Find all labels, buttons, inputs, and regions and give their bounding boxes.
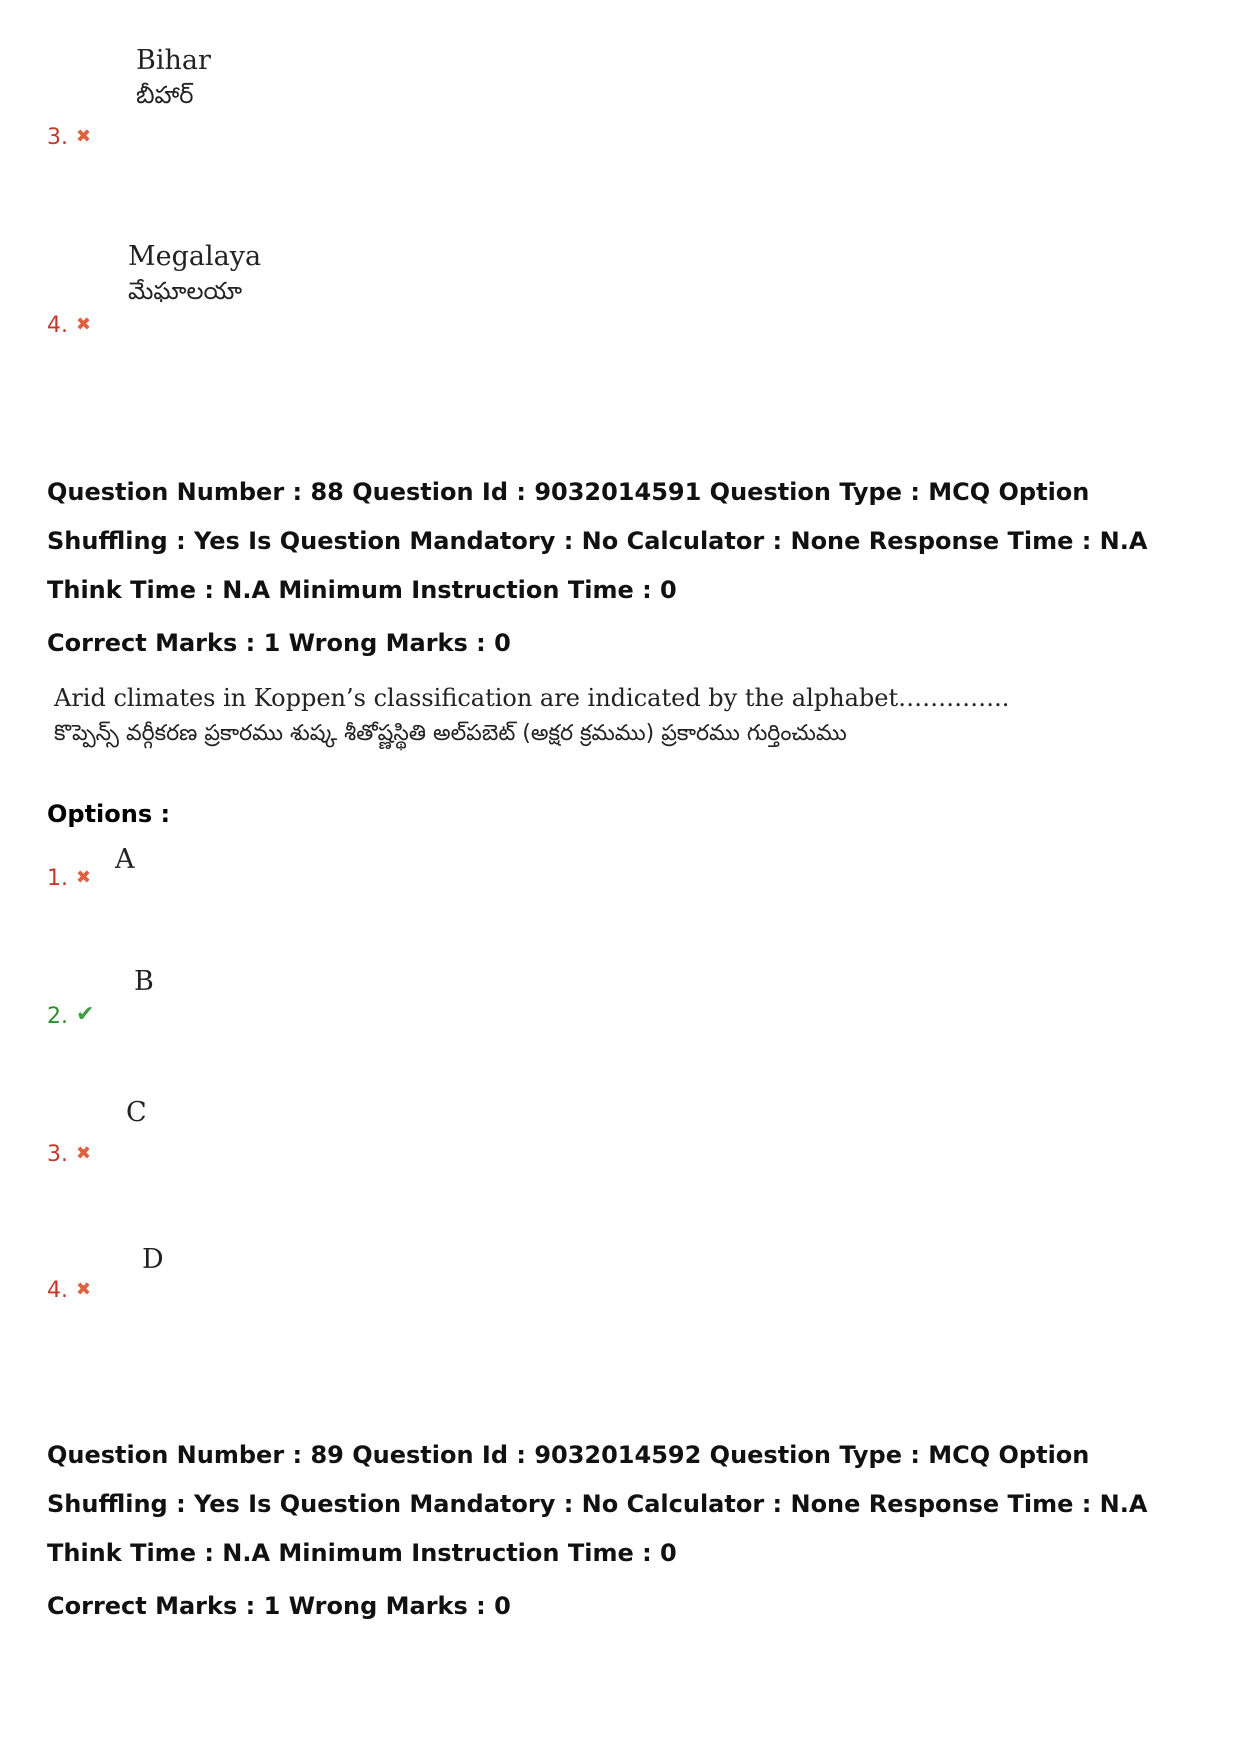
q88-option-1: [47, 865, 91, 892]
option-3-telugu: బీహార్: [136, 81, 194, 109]
q88-option-3: [47, 1141, 91, 1168]
option-3-image-q88: C: [126, 1097, 147, 1128]
option-1-image: A: [115, 844, 135, 875]
q88-option-2: [47, 1002, 94, 1030]
question-88-text-english: Arid climates in Koppen’s classification are indicated by the alphabet…………..: [54, 684, 1010, 712]
cross-mark-icon: ✖: [76, 126, 92, 147]
question-89-meta: Question Number : 89 Question Id : 9032014592 Question Type : MCQ Option Shuffling : Yes Is Question Mandatory : No Calculator : None Response Time : N.A Think Time : N.A Minimum Instruction Time : 0: [47, 1441, 1148, 1567]
cross-mark-icon: ✖: [76, 1143, 92, 1164]
option-3-english: Bihar: [136, 45, 211, 76]
question-88-text-telugu: కొప్పెన్స్ వర్గీకరణ ప్రకారము శుష్క శీతోష్ణస్థితి అల్‌పబెట్ (అక్షర క్రమము) ప్రకారము గుర్తించుము: [54, 721, 847, 746]
check-mark-icon: ✔: [76, 1002, 95, 1027]
options-label: Options :: [47, 800, 171, 828]
prev-option-4: [47, 312, 91, 339]
option-number: 4.: [47, 313, 68, 338]
cross-mark-icon: ✖: [76, 314, 92, 335]
option-number: 4.: [47, 1278, 68, 1303]
question-88-meta: Question Number : 88 Question Id : 9032014591 Question Type : MCQ Option Shuffling : Yes Is Question Mandatory : No Calculator : None Response Time : N.A Think Time : N.A Minimum Instruction Time : 0: [47, 478, 1148, 604]
option-4-telugu: మేఘాలయా: [128, 277, 243, 305]
question-89-marks: Correct Marks : 1 Wrong Marks : 0: [47, 1592, 511, 1620]
cross-mark-icon: ✖: [76, 1279, 92, 1300]
option-number: 2.: [47, 1004, 68, 1029]
option-4-english: Megalaya: [128, 241, 262, 272]
option-number: 3.: [47, 1142, 68, 1167]
cross-mark-icon: ✖: [76, 867, 92, 888]
option-number: 1.: [47, 866, 68, 891]
question-88-marks: Correct Marks : 1 Wrong Marks : 0: [47, 629, 511, 657]
option-3-image: [136, 44, 211, 112]
option-4-image-q88: D: [142, 1244, 164, 1275]
option-4-image: [128, 240, 261, 308]
option-2-image: B: [134, 966, 154, 997]
prev-option-3: [47, 124, 91, 151]
q88-option-4: [47, 1277, 91, 1304]
option-number: 3.: [47, 125, 68, 150]
